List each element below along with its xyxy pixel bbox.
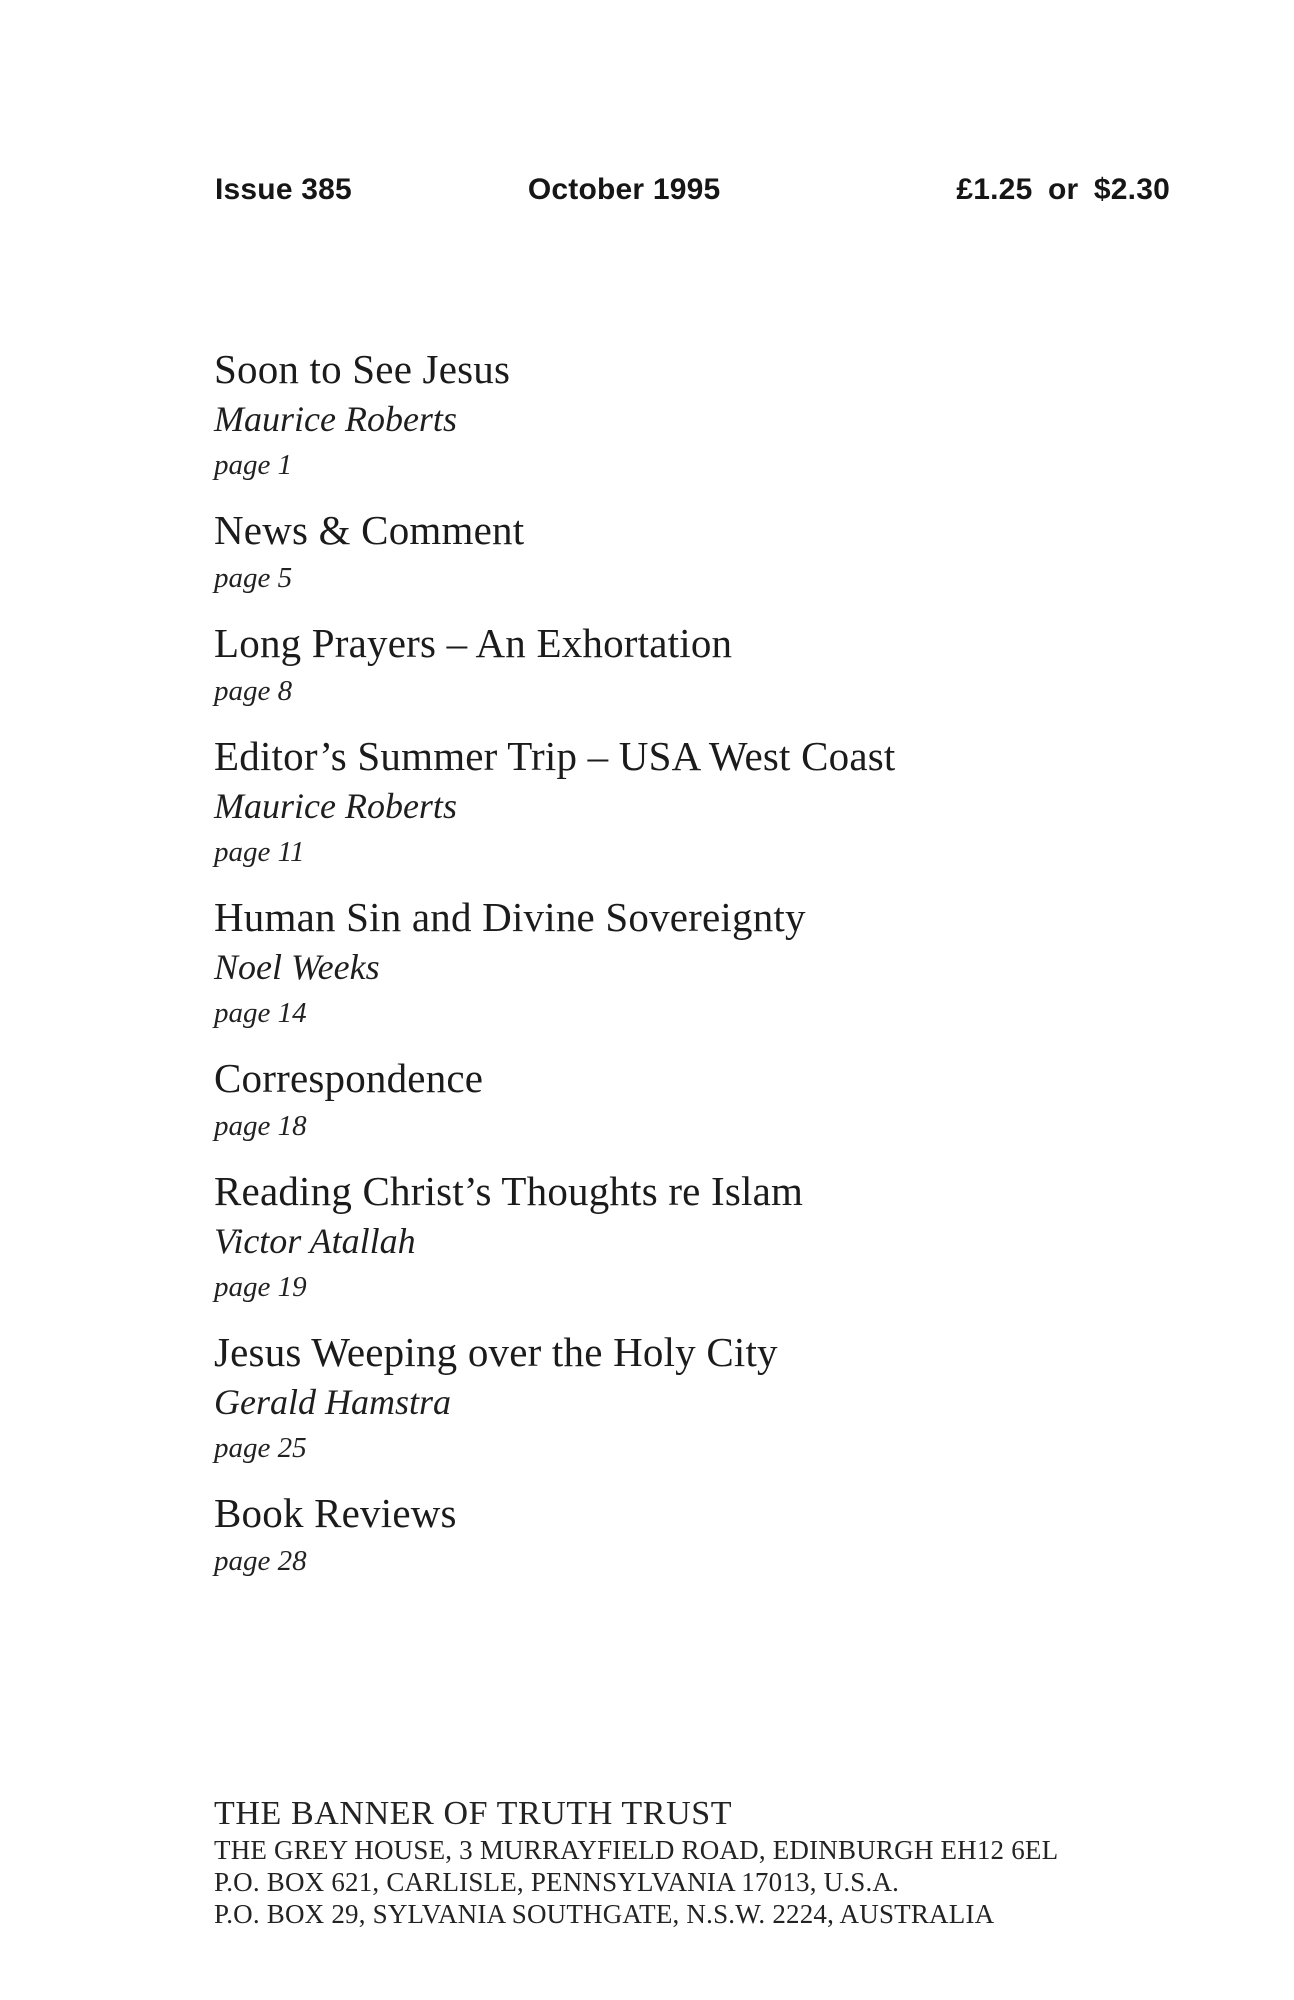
publisher-address-line: P.O. BOX 29, SYLVANIA SOUTHGATE, N.S.W. 2224, AUSTRALIA	[214, 1899, 995, 1929]
article-title: Book Reviews	[214, 1490, 457, 1536]
article-author: Gerald Hamstra	[214, 1382, 452, 1422]
article-page-ref: page 5	[214, 562, 293, 594]
publisher-address-line: THE GREY HOUSE, 3 MURRAYFIELD ROAD, EDINBURGH EH12 6EL	[214, 1835, 1059, 1865]
article-page-ref: page 8	[214, 675, 293, 707]
contents-entry	[214, 731, 1224, 874]
issue-date: October 1995	[527, 173, 721, 206]
article-title: Long Prayers – An Exhortation	[214, 620, 733, 666]
article-page-ref: page 11	[214, 836, 305, 868]
article-title: Soon to See Jesus	[214, 346, 511, 392]
publisher-block	[214, 1794, 1234, 1930]
article-title: Reading Christ’s Thoughts re Islam	[214, 1168, 804, 1214]
contents-entry	[214, 505, 1224, 600]
contents-entry	[214, 1053, 1224, 1148]
article-page-ref: page 18	[214, 1110, 307, 1142]
issue-number: Issue 385	[215, 173, 352, 206]
article-author: Noel Weeks	[214, 947, 380, 987]
article-page-ref: page 25	[214, 1432, 307, 1464]
article-title: Correspondence	[214, 1055, 484, 1101]
publisher-addresses	[214, 1834, 1234, 1930]
contents-entry	[214, 1166, 1224, 1309]
article-title: Jesus Weeping over the Holy City	[214, 1329, 778, 1375]
contents-entry	[214, 344, 1224, 487]
table-of-contents	[214, 344, 1224, 1601]
article-page-ref: page 19	[214, 1271, 307, 1303]
contents-entry	[214, 1488, 1224, 1583]
article-page-ref: page 1	[214, 449, 293, 481]
issue-price: £1.25 or $2.30	[956, 173, 1170, 206]
contents-entry	[214, 618, 1224, 713]
contents-entry	[214, 1327, 1224, 1470]
publisher-name: THE BANNER OF TRUTH TRUST	[214, 1795, 733, 1832]
article-title: News & Comment	[214, 507, 525, 553]
issue-header	[215, 172, 1170, 208]
article-page-ref: page 14	[214, 997, 307, 1029]
publisher-address-line: P.O. BOX 621, CARLISLE, PENNSYLVANIA 17013, U.S.A.	[214, 1867, 900, 1897]
article-author: Victor Atallah	[214, 1221, 416, 1261]
article-author: Maurice Roberts	[214, 399, 457, 439]
article-author: Maurice Roberts	[214, 786, 457, 826]
article-title: Human Sin and Divine Sovereignty	[214, 894, 806, 940]
article-page-ref: page 28	[214, 1545, 307, 1577]
article-title: Editor’s Summer Trip – USA West Coast	[214, 733, 896, 779]
contents-entry	[214, 892, 1224, 1035]
